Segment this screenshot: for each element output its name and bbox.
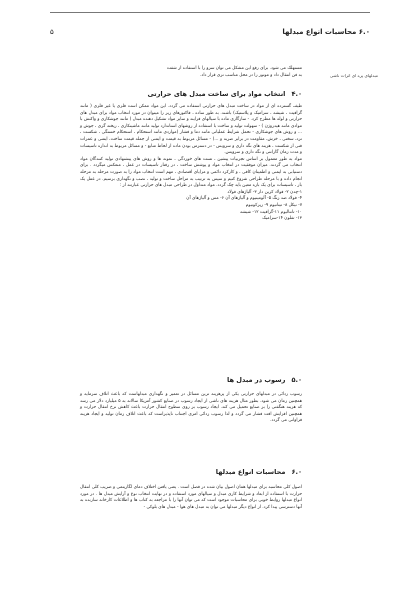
section-5-title: رسوب در مبدل ها <box>226 376 286 384</box>
section-4-title: انتخاب مواد برای ساخت مبدل های حرارتی <box>147 90 286 98</box>
intro-paragraph <box>80 66 302 79</box>
section-4-body <box>80 104 302 223</box>
materials-list-item: ۱۳- تفلون ۱۴-سرامیک <box>262 216 302 222</box>
section-4-number: ۴.۰ <box>291 90 302 98</box>
intro-line-1: مستهلک می شود. برای رفع این مشکل می توان سرو را با استفاده از شفت <box>166 66 302 71</box>
section-4-paragraph-1: طیف گسترده ای از مواد در ساخت مبدل های حرارتی استفاده می گردد. این مواد ممکن است فلزی یا غیر فلزی ( مانند گرافیت ، شیشه ، سرامیک و پلاستیک) باشند. به طور ساده ، فاکتورهای زیر را میتوان در مورد انتخاب مواد برای مبدل های حرارتی و لوله ها مطرح کرد. - سازگاری ماده با سیالهای فرایند و سایر مواد تشکیل دهنده مبدل ( مانند جوشکاری و واکنش با موادی مانند هیدروژن ) - سهولت تولید و ساخت با استفاده از روشهای استاندارد تولید مانند ماشینکاری ، ریخته گری ، جوش و ... و روش های جوشکاری - تحمل شرایط عملیاتی مانند دما و فشار (مواردی مانند استحکام ، استحکام خستگی ، شکست ، ترد، سختی ، خزش، مقاومت در برابر ضربه و ...) - مسائل مربوط به قیمت و ایمنی از جمله قیمت ساخت، ایمنی و عمرات فنی از شکست ، هزینه های نگه داری و سرویس - در دسترس بودن ماده از لحاظ منابع - و مسائل مربوط به اندازه تاسیسات و مدت زمان گارانتی و نگه داری و سرویس. <box>80 104 302 156</box>
section-6-heading <box>216 468 302 476</box>
page-number: ۵ <box>50 28 54 36</box>
materials-list-item: ۷- نیکل ۸- تیتانیوم ۹- زیرکونیوم <box>245 202 302 208</box>
section-4-heading <box>147 90 302 98</box>
section-6-paragraph: اصول کلی محاسبه برای مبدلها همان اصول بیان شده در فصل است . یعنی یافتن اختلاف دمای لگاریتمی و ضریب کلی انتقال حرارت با استفاده از ابعاد و شرایط کاری مبدل و سیالهای مورد استفاده و در نهایت انتخاب نوع و آرایش مبدل ها . در مورد انواع مبدلها روابط خوبی برای محاسبات موجود است که می توان آنها را با مراجعه به کتاب ها و اطلاعات کارخانه سازنده به آنها دسترسی پیدا کرد. از انواع دیگر مبدلها می توان به مبدل های هوا - مبدل های بلوکی - <box>80 485 302 510</box>
section-5-number: ۵.۰ <box>291 376 302 384</box>
section-5-paragraph: رسوب زدائی در مبدلهای حرارتی یکی از پرهزینه ترین مسائل در تعمیر و نگهداری مبدلهاست که باعث اتلاف سرمایه و همچنین زمان می شود. بطور مثال هزینه های ناشی از ایجاد رسوب در صنایع کشور آمریکا سالانه به ۵ میلیارد دلار می رسد که هزینه هنگفتی را بر صنایع تحمیل می کند. ایجاد رسوب بر روی سطوح انتقال حرارت باعث کاهش نرخ انتقال حرارت و همچنین افزایش افت فشار می گردد و لذا رسوب زدائی امری اجتناب ناپذیراست که باعث اتلاف زمان تولید و ایجاد هزینه فراوانی می گردد. <box>80 392 302 424</box>
section-5-body <box>80 392 302 425</box>
section-5-heading <box>227 376 302 384</box>
materials-list-item: ۱۰- تانتالیوم ۱۱-گرافیت ۱۲- شیشه <box>239 209 302 215</box>
materials-list-item: ۴- فولاد ضد زنگ ۵- آلومینیوم و آلیاژهای آن ۶- مس و آلیاژهای آن <box>186 196 302 202</box>
running-title: ۶.۰ محاسبات انواع مبدلها <box>282 28 370 36</box>
materials-list-item: ۱-چدن ۲- فولاد کربن دار ۳- آلیاژهای فولاد <box>227 189 302 195</box>
page-header <box>50 28 370 40</box>
section-6-title: محاسبات انواع مبدلها <box>215 468 286 476</box>
header-divider <box>50 12 370 13</box>
intro-line-2: به فن انتقال داد و موتور را در محل مناسب تری قرار داد. <box>200 72 302 78</box>
materials-list <box>80 190 302 223</box>
section-6-body <box>80 485 302 511</box>
section-4-paragraph-2: مواد به طور معمول بر اساس تجربیات پیشین ، تست های خوردگی ، نمونه ها و روش های پیشنهادی تولید کنندگان مواد انتخاب می گردند. میزان موفقیت در انتخاب مواد و پوشش ساخت ، در رفتار تاسیسات در عمل ، منعکس میگردد . برای دستیابی به ایمنی و اطمینان کافی ، و کارکرد دائمی و مزایای اقتصادی ، مهم است انتخاب مواد را به صورت مرحله به مرحله انجام داده و با مرحله طراحی شروع کنیم و سپس به ترتیب به مراحل ساخت و تولید ، نصب و نگهداری برسیم. در عمل یک بار ، تاسیسات برای یک بازه معین باید چک گردد. مواد متداول در طراحی مبدل های حرارتی عبارتند از : <box>80 156 302 189</box>
margin-note: مبدلهای پره ای اثرات ناشی <box>329 73 378 78</box>
section-6-number: ۶.۰ <box>291 468 302 476</box>
